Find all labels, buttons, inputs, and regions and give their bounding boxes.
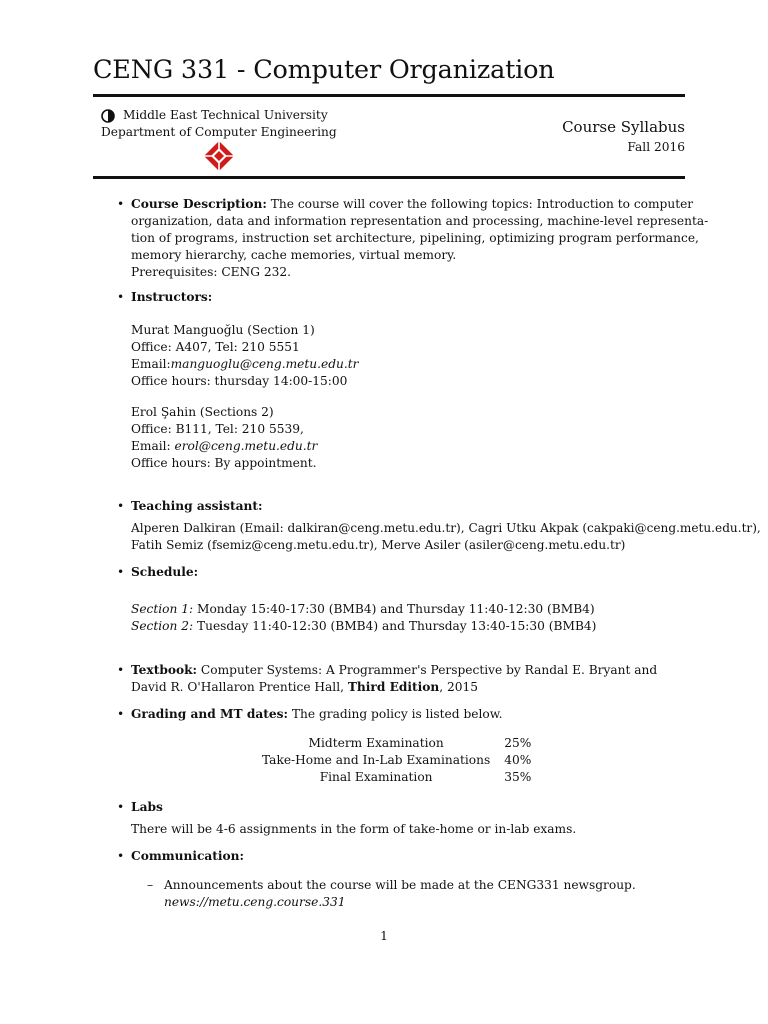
course-description-section [117,196,709,281]
bullet: • [117,800,125,814]
grading-table [262,735,531,786]
labs-text: There will be 4-6 assignments in the form of take-home or in-lab exams. [131,822,577,836]
term: Fall 2016 [627,140,685,154]
email-label: Email: [131,439,171,453]
description-text: The course will cover the following topics: Introduction to computer [270,197,694,211]
instructor-email-link[interactable]: manguoglu@ceng.metu.edu.tr [170,357,359,371]
prerequisites: Prerequisites: CENG 232. [131,265,291,279]
header-rule-bottom [93,176,685,179]
ta-line: Fatih Semiz (fsemiz@ceng.metu.edu.tr), Merve Asiler (asiler@ceng.metu.edu.tr) [131,538,626,552]
schedule-time: Tuesday 11:40-12:30 (BMB4) and Thursday 13:40-15:30 (BMB4) [196,619,597,633]
communication-text: Announcements about the course will be made at the CENG331 newsgroup. [164,878,636,892]
grading-percent: 35% [504,770,532,784]
grading-item: Take-Home and In-Lab Examinations [262,753,491,767]
bullet: • [117,565,125,579]
schedule-section [117,564,199,581]
teaching-assistant-list [131,520,761,554]
grading-intro: The grading policy is listed below. [291,707,503,721]
textbook-text: David R. O'Hallaron Prentice Hall, [131,680,344,694]
section-label: Communication: [131,849,245,863]
section-label: Teaching assistant: [131,499,263,513]
instructor-2 [131,404,317,472]
description-text: memory hierarchy, cache memories, virtual memory. [131,248,457,262]
instructor-hours: Office hours: By appointment. [131,456,317,470]
instructor-name: Murat Manguoğlu (Section 1) [131,323,315,337]
schedule-section-label: Section 1: [131,602,194,616]
labs-section [117,799,163,816]
bullet: • [117,499,125,513]
schedule-time: Monday 15:40-17:30 (BMB4) and Thursday 11:40-12:30 (BMB4) [196,602,595,616]
instructors-section [117,289,213,306]
section-label: Instructors: [131,290,213,304]
ta-line: Alperen Dalkiran (Email: dalkiran@ceng.metu.edu.tr), Cagri Utku Akpak (cakpaki@ceng.metu.edu.tr), [131,521,761,535]
newsgroup-link[interactable]: news://metu.ceng.course.331 [164,895,346,909]
instructor-1 [131,322,358,390]
instructor-email-link[interactable]: erol@ceng.metu.edu.tr [174,439,318,453]
instructor-office: Office: A407, Tel: 210 5551 [131,340,300,354]
communication-dash: – [147,878,154,892]
grading-section [117,706,503,723]
bullet: • [117,849,125,863]
textbook-year: , 2015 [439,680,479,694]
textbook-text: Computer Systems: A Programmer's Perspective by Randal E. Bryant and [200,663,658,677]
section-label: Textbook: [131,663,198,677]
grading-percent: 40% [504,753,532,767]
grading-percent: 25% [504,736,532,750]
email-label: Email: [131,357,171,371]
communication-item [164,877,636,911]
instructor-office: Office: B111, Tel: 210 5539, [131,422,304,436]
department-logo-icon [203,140,235,172]
instructor-hours: Office hours: thursday 14:00-15:00 [131,374,348,388]
grading-row [262,752,531,769]
textbook-edition: Third Edition [347,680,440,694]
teaching-assistant-section [117,498,263,515]
university-name: Middle East Technical University [123,108,328,122]
grading-item: Final Examination [319,770,433,784]
textbook-section [117,662,658,696]
section-label: Course Description: [131,197,267,211]
instructor-name: Erol Şahin (Sections 2) [131,405,274,419]
description-text: tion of programs, instruction set architecture, pipelining, optimizing program performance, [131,231,699,245]
page-title: CENG 331 - Computer Organization [93,55,555,85]
schedule-list [131,601,596,635]
section-label: Labs [131,800,163,814]
department-name: Department of Computer Engineering [101,125,337,139]
communication-section [117,848,245,865]
doc-type: Course Syllabus [562,118,685,136]
bullet: • [117,290,125,304]
bullet: • [117,707,125,721]
grading-item: Midterm Examination [308,736,444,750]
metu-logo-icon [101,108,115,122]
grading-row [262,769,531,786]
description-text: organization, data and information representation and processing, machine-level representa- [131,214,709,228]
schedule-section-label: Section 2: [131,619,194,633]
bullet: • [117,197,125,211]
page-number: 1 [380,929,388,943]
grading-row [262,735,531,752]
section-label: Grading and MT dates: [131,707,288,721]
header-rule-top [93,94,685,97]
bullet: • [117,663,125,677]
section-label: Schedule: [131,565,199,579]
